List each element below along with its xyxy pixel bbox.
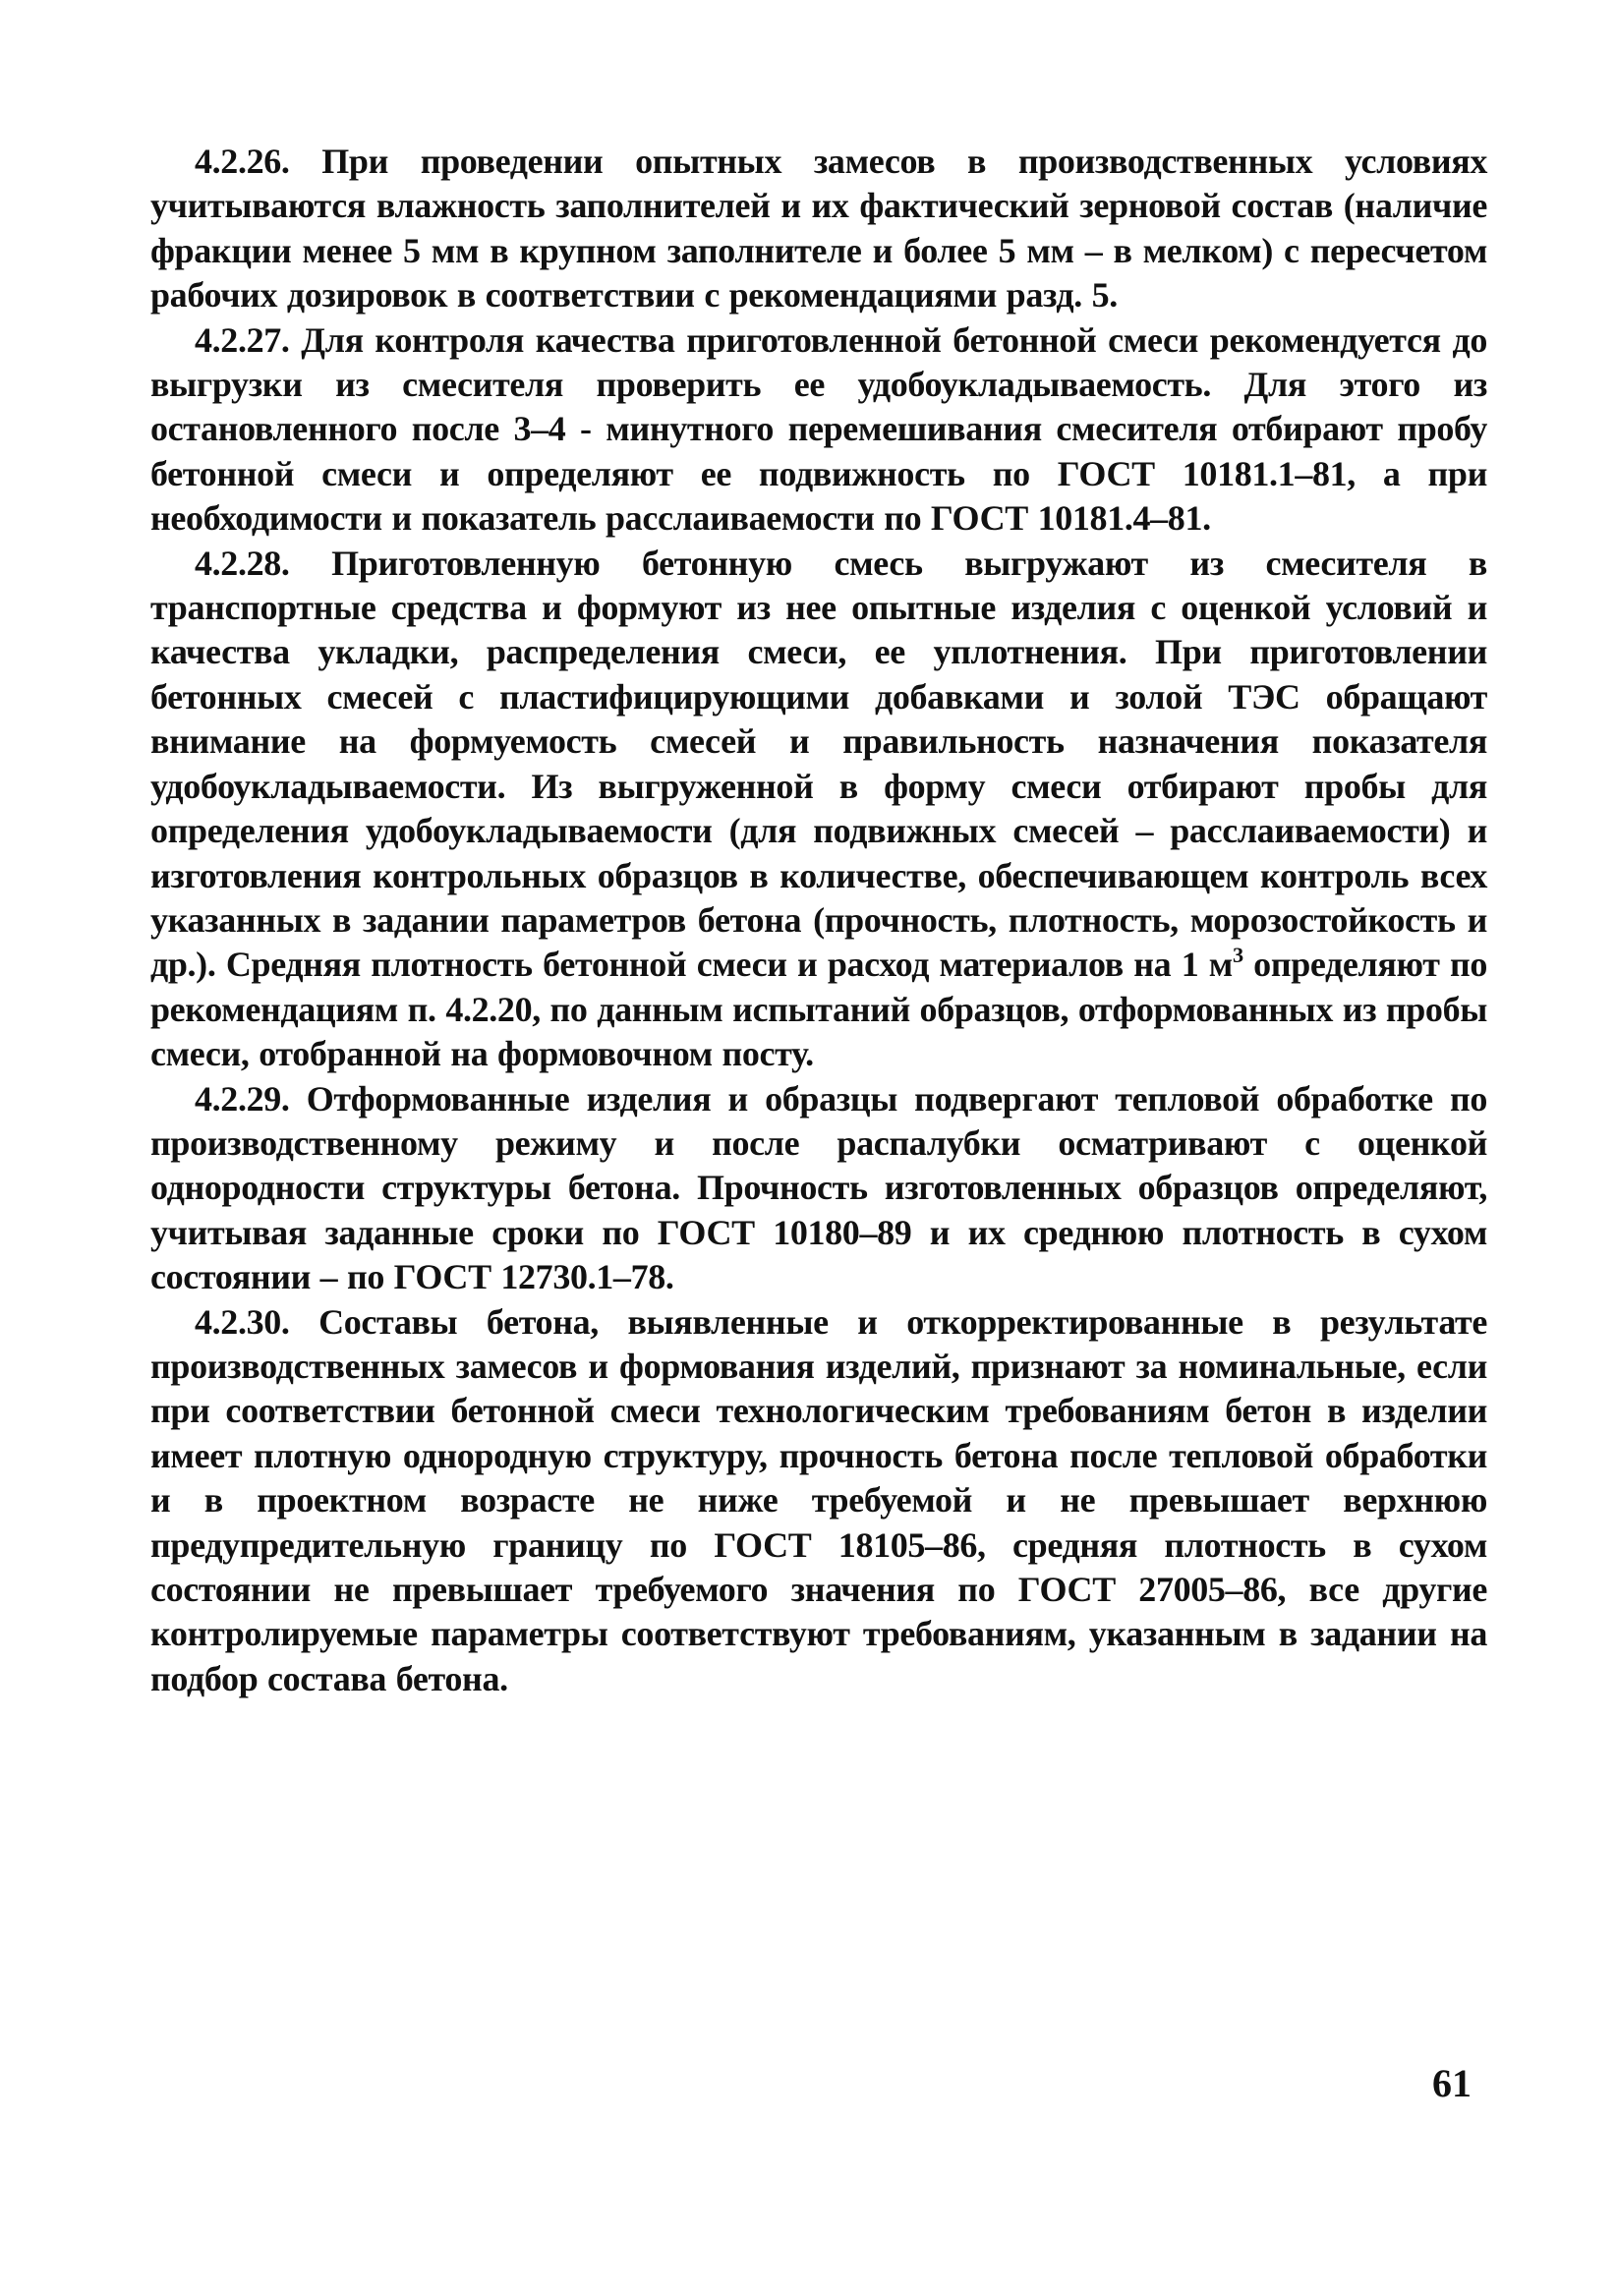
paragraph-4-2-27: 4.2.27. Для контроля качества приготовленной бетонной смеси рекомендуется до выгрузки из смесителя проверить ее удобоукладываемость. Для этого из остановленного после 3–4 - минутного перемешивания смесителя отбирают пробу бетонной смеси и определяют ее подвижность по ГОСТ 10181.1–81, а при необходимости и показатель расслаиваемости по ГОСТ 10181.4–81. — [150, 319, 1487, 539]
cubic-meter-superscript: 3 — [1232, 943, 1243, 968]
paragraph-4-2-26: 4.2.26. При проведении опытных замесов в производственных условиях учитываются влажность заполнителей и их фактический зерновой состав (наличие фракции менее 5 мм в крупном заполнителе и более 5 мм – в мелком) с пересчетом рабочих дозировок в соответствии с рекомендациями разд. 5. — [150, 142, 1487, 316]
body-text — [150, 140, 1487, 1701]
paragraph-4-2-28 — [150, 542, 1487, 1077]
paragraph-4-2-28-after-superscript: определяют по рекомендациям п. 4.2.20, по данным испытаний образцов, отформованных из пробы смеси, отобранной на формовочном посту. — [150, 945, 1487, 1074]
page-number: 61 — [1432, 2061, 1472, 2105]
paragraph-4-2-30: 4.2.30. Составы бетона, выявленные и откорректированные в результате производственных замесов и формования изделий, признают за номинальные, если при соответствии бетонной смеси технологическим требованиям бетон в изделии имеет плотную однородную структуру, прочность бетона после тепловой обработки и в проектном возрасте не ниже требуемой и не превышает верхнюю предупредительную границу по ГОСТ 18105–86, средняя плотность в сухом состоянии не превышает требуемого значения по ГОСТ 27005–86, все другие контролируемые параметры соответствуют требованиям, указанным в задании на подбор состава бетона. — [150, 1301, 1487, 1698]
paragraph-4-2-28-before-superscript: 4.2.28. Приготовленную бетонную смесь выгружают из смесителя в транспортные средства и формуют из нее опытные изделия с оценкой условий и качества укладки, распределения смеси, ее уплотнения. При приготовлении бетонных смесей с пластифицирующими добавками и золой ТЭС обращают внимание на формуемость смесей и правильность назначения показателя удобоукладываемости. Из выгруженной в форму смеси отбирают пробы для определения удобоукладываемости (для подвижных смесей – расслаиваемости) и изготовления контрольных образцов в количестве, обеспечивающем контроль всех указанных в задании параметров бетона (прочность, плотность, морозостойкость и др.). Средняя плотность бетонной смеси и расход материалов на 1 м — [150, 543, 1487, 985]
paragraph-4-2-29: 4.2.29. Отформованные изделия и образцы подвергают тепловой обработке по производственному режиму и после распалубки осматривают с оценкой однородности структуры бетона. Прочность изготовленных образцов определяют, учитывая заданные сроки по ГОСТ 10180–89 и их среднюю плотность в сухом состоянии – по ГОСТ 12730.1–78. — [150, 1078, 1487, 1297]
